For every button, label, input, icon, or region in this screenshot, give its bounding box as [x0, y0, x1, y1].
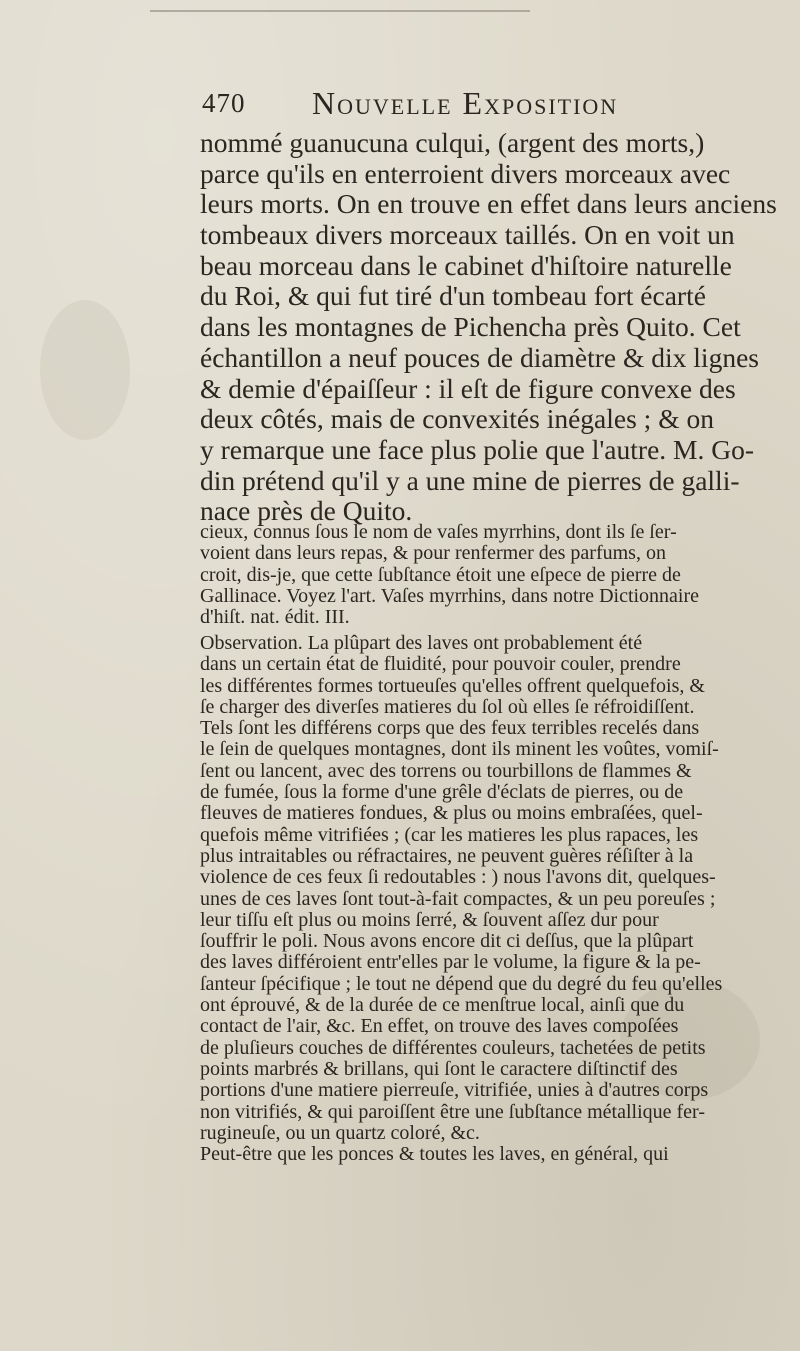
text-line: tombeaux divers morceaux taillés. On en voit un — [200, 219, 735, 251]
page-top-edge — [150, 0, 530, 12]
text-line: quefois même vitrifiées ; (car les matieres les plus rapaces, les — [200, 823, 699, 846]
main-text-block — [200, 127, 777, 527]
text-line: leur tiſſu eſt plus ou moins ſerré, & ſouvent aſſez dur pour — [200, 908, 659, 931]
text-line: Tels ſont les différens corps que des feux terribles recelés dans — [200, 717, 700, 740]
text-line: échantillon a neuf pouces de diamètre & dix lignes — [200, 341, 759, 373]
text-line: & demie d'épaiſſeur : il eſt de figure convexe des — [200, 372, 736, 404]
text-line: de fumée, ſous la forme d'une grêle d'éclats de pierres, ou de — [200, 781, 684, 804]
text-line: le ſein de quelques montagnes, dont ils minent les voûtes, vomiſ- — [200, 738, 719, 761]
running-title: Nouvelle Exposition — [312, 85, 619, 121]
text-line: des laves différoient entr'elles par le volume, la figure & la pe- — [200, 951, 701, 974]
text-line: violence de ces feux ſi redoutables : ) nous l'avons dit, quelques- — [200, 866, 716, 889]
text-line: y remarque une face plus polie que l'autre. M. Go- — [200, 433, 754, 465]
text-line: beau morceau dans le cabinet d'hiſtoire naturelle — [200, 249, 732, 281]
text-line: points marbrés & brillans, qui ſont le caractere diſtinctif des — [200, 1057, 678, 1080]
text-line: Observation. La plûpart des laves ont probablement été — [200, 632, 643, 654]
paper-stain — [40, 300, 130, 440]
text-line: cieux, connus ſous le nom de vaſes myrrhins, dont ils ſe ſer- — [200, 521, 677, 543]
observation-block — [200, 633, 760, 1165]
text-line: du Roi, & qui fut tiré d'un tombeau fort écarté — [200, 280, 706, 312]
text-line: din prétend qu'il y a une mine de pierres de galli- — [200, 464, 740, 496]
text-line: portions d'une matiere pierreuſe, vitrifiée, unies à d'autres corps — [200, 1079, 709, 1102]
text-line: ont éprouvé, & de la durée de ce menſtrue local, ainſi que du — [200, 994, 685, 1017]
text-line: ſouffrir le poli. Nous avons encore dit ci deſſus, que la plûpart — [200, 930, 694, 953]
text-line: Peut-être que les ponces & toutes les laves, en général, qui — [200, 1143, 669, 1166]
text-line: dans les montagnes de Pichencha près Quito. Cet — [200, 311, 741, 343]
text-line: ſanteur ſpécifique ; le tout ne dépend que du degré du feu qu'elles — [200, 972, 723, 995]
text-line: dans un certain état de fluidité, pour pouvoir couler, prendre — [200, 653, 681, 676]
text-line: unes de ces laves ſont tout-à-fait compactes, & un peu poreuſes ; — [200, 887, 716, 910]
page-header — [200, 85, 760, 124]
text-line: nommé guanucuna culqui, (argent des morts,) — [200, 127, 705, 158]
text-line: les différentes formes tortueuſes qu'elles offrent quelquefois, & — [200, 674, 705, 697]
text-line: deux côtés, mais de convexités inégales ; & on — [200, 403, 714, 435]
text-line: non vitrifiés, & qui paroiſſent être une ſubſtance métallique fer- — [200, 1100, 705, 1123]
text-line: plus intraitables ou réfractaires, ne peuvent guères réſiſter à la — [200, 844, 694, 867]
text-line: leurs morts. On en trouve en effet dans leurs anciens — [200, 188, 777, 220]
text-line: fleuves de matieres fondues, & plus ou moins embraſées, quel- — [200, 802, 703, 825]
text-line: croit, dis-je, que cette ſubſtance étoit une eſpece de pierre de — [200, 563, 681, 586]
text-line: de pluſieurs couches de différentes couleurs, tachetées de petits — [200, 1036, 706, 1059]
page-number: 470 — [202, 88, 246, 118]
text-line: d'hiſt. nat. édit. III. — [200, 606, 350, 629]
text-line: nace près de Quito. — [200, 495, 413, 527]
text-line: rugineuſe, ou un quartz coloré, &c. — [200, 1121, 480, 1144]
text-line: parce qu'ils en enterroient divers morceaux avec — [200, 157, 731, 189]
text-line: contact de l'air, &c. En effet, on trouve des laves compoſées — [200, 1015, 679, 1038]
text-line: voient dans leurs repas, & pour renfermer des parfums, on — [200, 542, 666, 565]
text-line: ſent ou lancent, avec des torrens ou tourbillons de flammes & — [200, 759, 692, 782]
footnote-block — [200, 522, 760, 628]
text-line: Gallinace. Voyez l'art. Vaſes myrrhins, dans notre Dictionnaire — [200, 584, 700, 607]
text-line: ſe charger des diverſes matieres du ſol où elles ſe réfroidiſſent. — [200, 695, 695, 718]
